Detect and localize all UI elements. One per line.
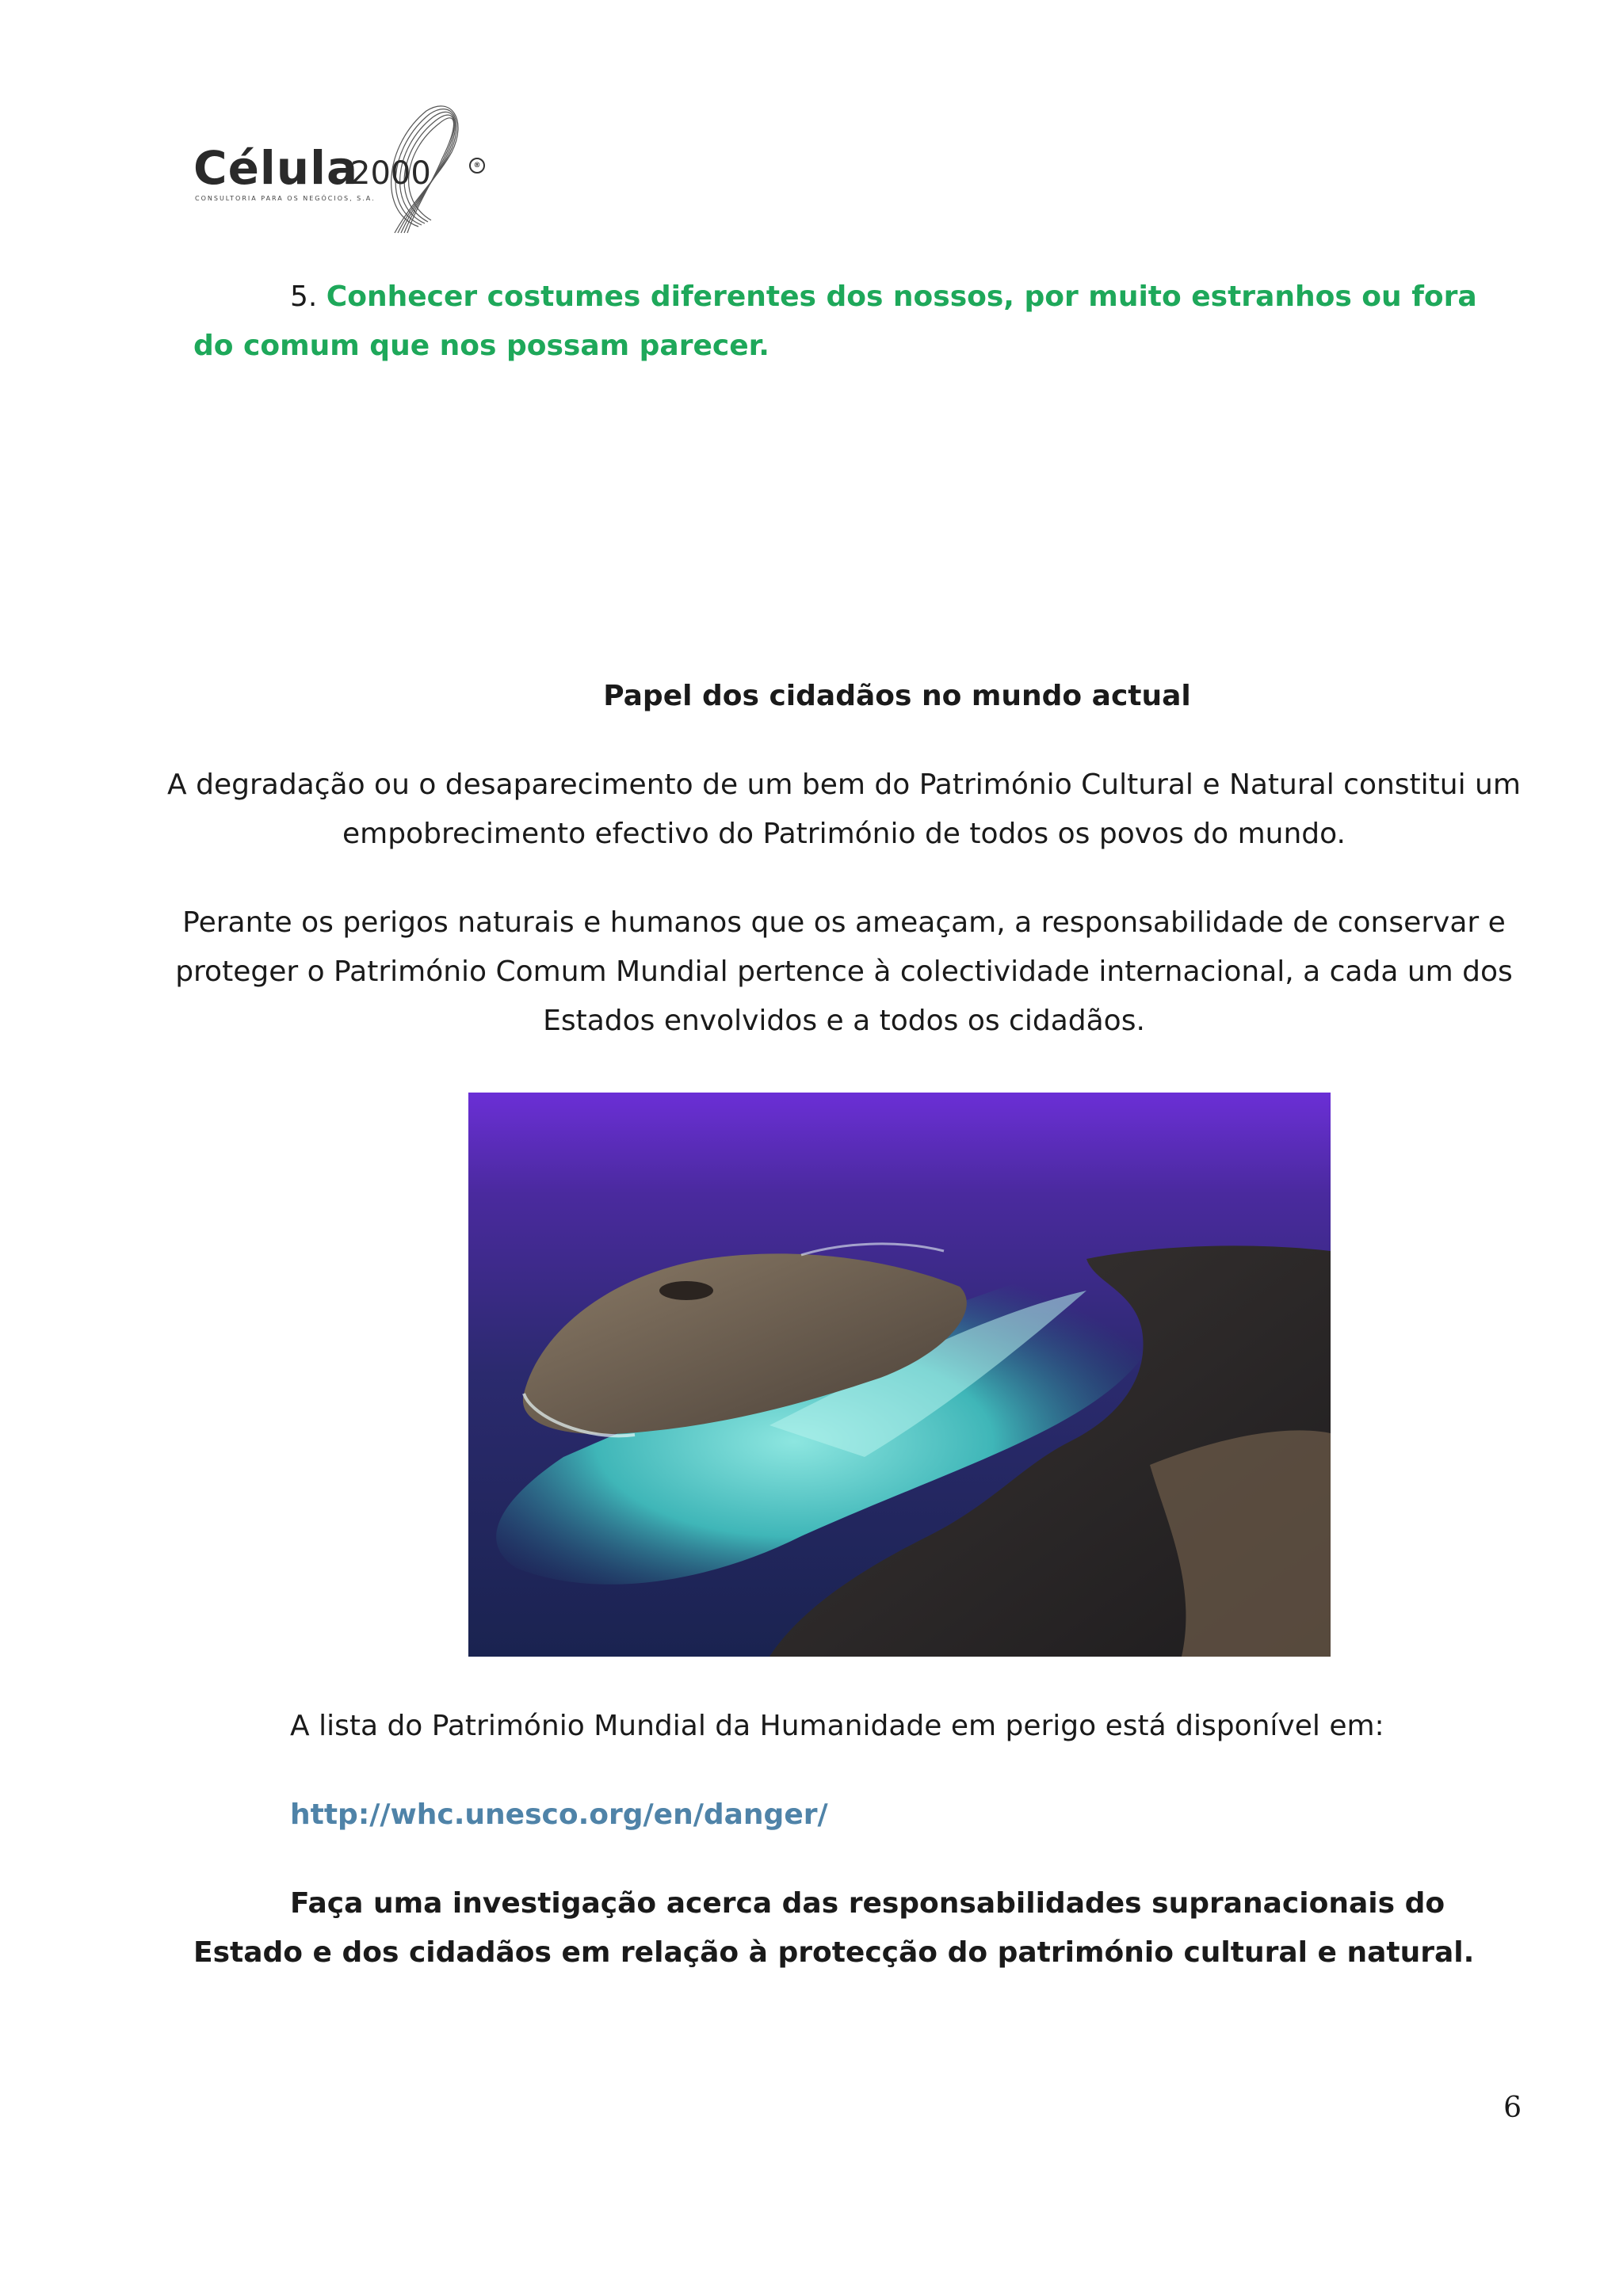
registered-mark-icon: ® [469, 158, 485, 174]
research-task: Faça uma investigação acerca das responsabilidades supranacionais do Estado e dos cidadãos em relação à protecção do património cultural e natural. [193, 1887, 1475, 1969]
list-item-5 [193, 273, 1477, 371]
island-aerial-photo [468, 1093, 1331, 1657]
company-logo [193, 98, 495, 241]
item-text: Conhecer costumes diferentes dos nossos, por muito estranhos ou fora do comum que nos possam parecer. [193, 280, 1477, 362]
logo-word: Célula [193, 141, 359, 195]
paragraph-responsibility: Perante os perigos naturais e humanos que os ameaçam, a responsabilidade de conservar e proteger o Património Comum Mundial pertence à colectividade internacional, a cada um dos Estados envolvidos e a todos os cidadãos. [175, 906, 1513, 1037]
unesco-danger-link[interactable]: http://whc.unesco.org/en/danger/ [290, 1798, 828, 1831]
paragraph-degradation: A degradação ou o desaparecimento de um bem do Património Cultural e Natural constitui um empobrecimento efectivo do Património de todos os povos do mundo. [167, 769, 1521, 850]
page-number: 6 [1503, 2092, 1522, 2124]
section-heading: Papel dos cidadãos no mundo actual [603, 680, 1191, 712]
logo-subtitle: CONSULTORIA PARA OS NEGÓCIOS, S.A. [195, 195, 376, 202]
island-photo-illustration [468, 1093, 1331, 1657]
item-number: 5. [290, 280, 327, 313]
danger-list-note: A lista do Património Mundial da Humanidade em perigo está disponível em: [290, 1710, 1384, 1742]
logo-number: 2000 [350, 155, 431, 192]
